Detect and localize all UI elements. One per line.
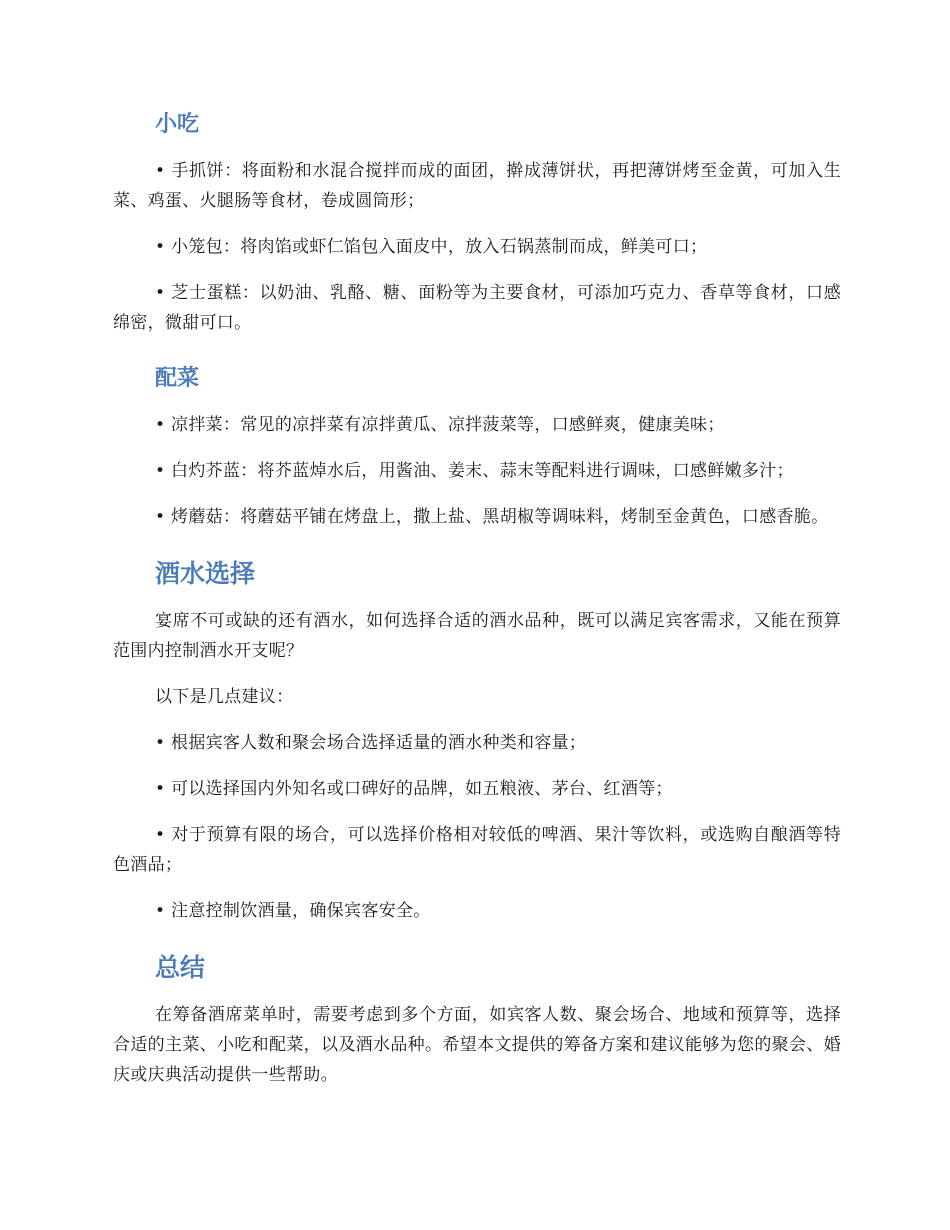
bullet-paragraph: • 手抓饼：将面粉和水混合搅拌而成的面团，擀成薄饼状，再把薄饼烤至金黄，可加入生菜、鸡蛋、火腿肠等食材，卷成圆筒形； [113,161,841,211]
section-heading: 酒水选择 [155,559,256,588]
bullet-paragraph: • 凉拌菜：常见的凉拌菜有凉拌黄瓜、凉拌菠菜等，口感鲜爽，健康美味； [155,415,725,435]
bullet-paragraph: • 对于预算有限的场合，可以选择价格相对较低的啤酒、果汁等饮料，或选购自酿酒等特色酒品； [113,825,841,875]
bullet-paragraph: • 小笼包：将肉馅或虾仁馅包入面皮中，放入石锅蒸制而成，鲜美可口； [155,237,708,257]
section-heading: 小吃 [155,112,200,137]
body-paragraph: 以下是几点建议： [155,687,294,707]
bullet-paragraph: • 注意控制饮酒量，确保宾客安全。 [155,901,431,921]
bullet-paragraph: • 根据宾客人数和聚会场合选择适量的酒水种类和容量； [155,733,587,753]
body-paragraph: 宴席不可或缺的还有酒水，如何选择合适的酒水品种，既可以满足宾客需求，又能在预算范围内控制酒水开支呢？ [113,611,841,661]
section-drinks [113,548,841,926]
body-paragraph: 在筹备酒席菜单时，需要考虑到多个方面，如宾客人数、聚会场合、地域和预算等，选择合适的主菜、小吃和配菜，以及酒水品种。希望本文提供的筹备方案和建议能够为您的聚会、婚庆或庆典活动提供一些帮助。 [113,1005,841,1085]
section-heading: 总结 [155,953,206,982]
section-snacks [113,100,841,338]
section-side-dishes [113,354,841,532]
bullet-paragraph: • 白灼芥蓝：将芥蓝焯水后，用酱油、姜末、蒜末等配料进行调味，口感鲜嫩多汁； [155,461,794,481]
section-summary [113,942,841,1090]
bullet-paragraph: • 烤蘑菇：将蘑菇平铺在烤盘上，撒上盐、黑胡椒等调味料，烤制至金黄色，口感香脆。 [155,507,829,527]
section-heading: 配菜 [155,366,200,391]
document-page [113,100,841,1106]
bullet-paragraph: • 芝士蛋糕：以奶油、乳酪、糖、面粉等为主要食材，可添加巧克力、香草等食材，口感绵密，微甜可口。 [113,283,841,333]
bullet-paragraph: • 可以选择国内外知名或口碑好的品牌，如五粮液、茅台、红酒等； [155,779,673,799]
